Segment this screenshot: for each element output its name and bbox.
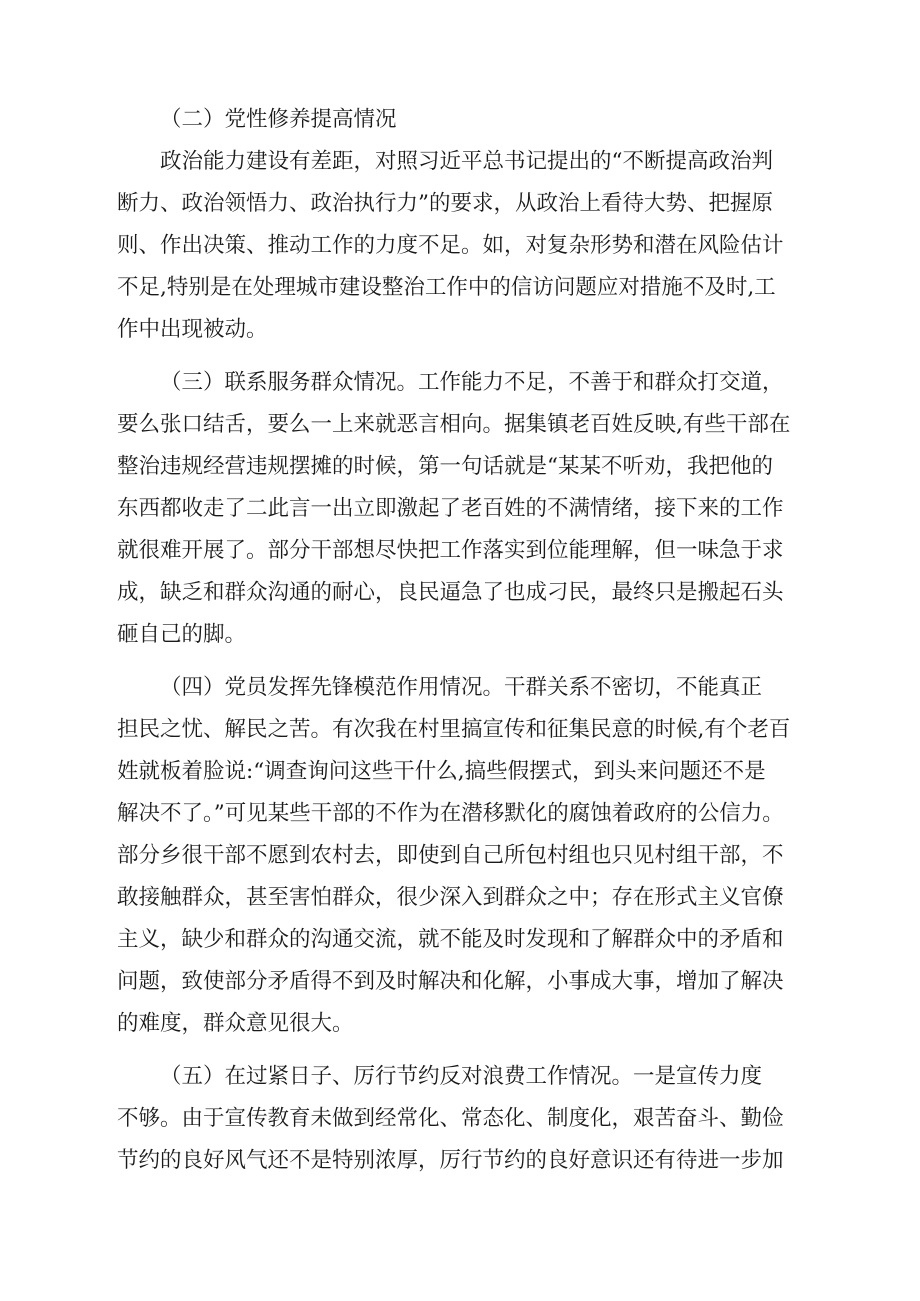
paragraph-line: 问题，致使部分矛盾得不到及时解决和化解，小事成大事，增加了解决 xyxy=(117,969,784,994)
paragraph-line: 姓就板着脸说:“调查询问这些干什么,搞些假摆式，到头来问题还不是 xyxy=(117,759,766,784)
paragraph-line: （四）党员发挥先锋模范作用情况。干群关系不密切，不能真正 xyxy=(160,675,763,700)
paragraph-line: 不足,特别是在处理城市建设整治工作中的信访问题应对措施不及时,工 xyxy=(117,275,776,300)
paragraph-line: 整治违规经营违规摆摊的时候，第一句话就是“某某不听劝，我把他的 xyxy=(117,454,773,479)
paragraph-line: 东西都收走了二此言一出立即激起了老百姓的不满情绪，接下来的工作 xyxy=(117,496,784,521)
paragraph-line: 砸自己的脚。 xyxy=(117,622,247,647)
paragraph-line: 解决不了。”可见某些干部的不作为在潜移默化的腐蚀着政府的公信力。 xyxy=(117,801,784,826)
paragraph-line: 作中出现被动。 xyxy=(117,317,268,342)
paragraph-line: 部分乡很干部不愿到农村去，即使到自己所包村组也只见村组干部，不 xyxy=(117,843,784,868)
paragraph-line: 节约的良好风气还不是特别浓厚，厉行节约的良好意识还有待进一步加 xyxy=(117,1148,784,1173)
paragraph-line: 断力、政治领悟力、政治执行力”的要求，从政治上看待大势、把握原 xyxy=(117,191,773,216)
paragraph-line: 就很难开展了。部分干部想尽快把工作落实到位能理解，但一味急于求 xyxy=(117,538,784,563)
paragraph-line: 敢接触群众，甚至害怕群众，很少深入到群众之中；存在形式主义官僚 xyxy=(117,885,784,910)
paragraph-line: 要么张口结舌，要么一上来就恶言相向。据集镇老百姓反映,有些干部在 xyxy=(117,412,791,437)
section-heading: （二）党性修养提高情况 xyxy=(160,107,397,132)
paragraph-line: （三）联系服务群众情况。工作能力不足，不善于和群众打交道， xyxy=(160,370,784,395)
paragraph-line: 成，缺乏和群众沟通的耐心，良民逼急了也成刁民，最终只是搬起石头 xyxy=(117,580,784,605)
paragraph-line: 主义，缺少和群众的沟通交流，就不能及时发现和了解群众中的矛盾和 xyxy=(117,927,784,952)
paragraph-line: 则、作出决策、推动工作的力度不足。如，对复杂形势和潜在风险估计 xyxy=(117,233,784,258)
paragraph-line: 不够。由于宣传教育未做到经常化、常态化、制度化，艰苦奋斗、勤俭 xyxy=(117,1106,784,1131)
paragraph-line: 担民之忧、解民之苦。有次我在村里搞宣传和征集民意的时候,有个老百 xyxy=(117,717,791,742)
paragraph-line: 政治能力建设有差距，对照习近平总书记提出的“不断提高政治判 xyxy=(160,149,773,174)
paragraph-line: （五）在过紧日子、厉行节约反对浪费工作情况。一是宣传力度 xyxy=(160,1064,763,1089)
paragraph-line: 的难度，群众意见很大。 xyxy=(117,1011,354,1036)
